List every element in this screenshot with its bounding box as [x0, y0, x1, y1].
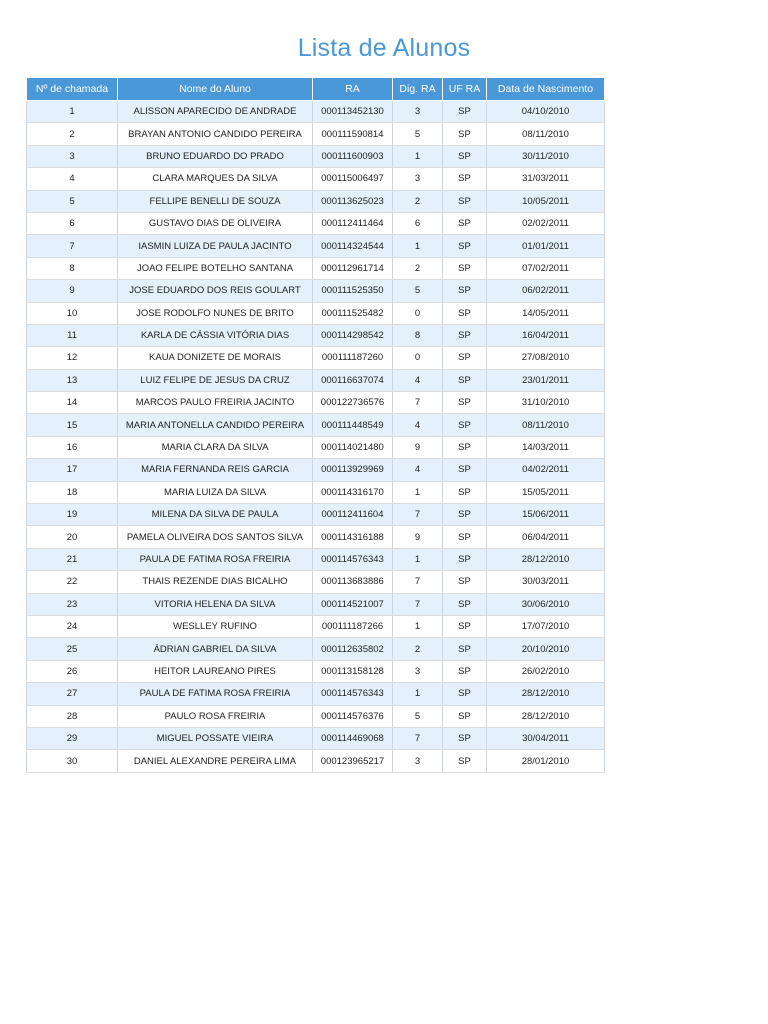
cell-student-name: KAUA DONIZETE DE MORAIS	[118, 347, 313, 369]
cell-birth-date: 28/12/2010	[487, 683, 605, 705]
table-row	[27, 168, 605, 190]
cell-birth-date: 04/02/2011	[487, 459, 605, 481]
cell-call-number: 18	[27, 481, 118, 503]
cell-ra-state: SP	[443, 683, 487, 705]
cell-call-number: 2	[27, 123, 118, 145]
header-row	[27, 78, 605, 101]
cell-student-name: BRUNO EDUARDO DO PRADO	[118, 145, 313, 167]
cell-ra-state: SP	[443, 660, 487, 682]
cell-ra-state: SP	[443, 615, 487, 637]
cell-ra-state: SP	[443, 436, 487, 458]
cell-birth-date: 10/05/2011	[487, 190, 605, 212]
cell-call-number: 19	[27, 504, 118, 526]
cell-ra: 000112635802	[313, 638, 393, 660]
cell-ra-state: SP	[443, 705, 487, 727]
cell-ra: 000111187260	[313, 347, 393, 369]
cell-call-number: 6	[27, 212, 118, 234]
cell-call-number: 3	[27, 145, 118, 167]
cell-student-name: GUSTAVO DIAS DE OLIVEIRA	[118, 212, 313, 234]
cell-ra: 000112961714	[313, 257, 393, 279]
cell-ra-digit: 1	[393, 548, 443, 570]
cell-ra-digit: 6	[393, 212, 443, 234]
students-table	[26, 78, 605, 773]
column-header-birth-date: Data de Nascimento	[487, 78, 605, 101]
cell-student-name: PAULO ROSA FREIRIA	[118, 705, 313, 727]
cell-call-number: 23	[27, 593, 118, 615]
cell-ra: 000112411464	[313, 212, 393, 234]
cell-ra-digit: 5	[393, 280, 443, 302]
cell-ra: 000115006497	[313, 168, 393, 190]
cell-student-name: FELLIPE BENELLI DE SOUZA	[118, 190, 313, 212]
cell-ra-state: SP	[443, 504, 487, 526]
cell-ra: 000112411604	[313, 504, 393, 526]
table-body	[27, 101, 605, 773]
table-row	[27, 750, 605, 772]
cell-ra: 000116637074	[313, 369, 393, 391]
cell-birth-date: 06/02/2011	[487, 280, 605, 302]
cell-ra-state: SP	[443, 638, 487, 660]
cell-student-name: PAULA DE FATIMA ROSA FREIRIA	[118, 548, 313, 570]
cell-ra-state: SP	[443, 481, 487, 503]
table-row	[27, 705, 605, 727]
cell-ra-digit: 9	[393, 526, 443, 548]
cell-ra: 000114021480	[313, 436, 393, 458]
cell-call-number: 7	[27, 235, 118, 257]
cell-ra-digit: 4	[393, 414, 443, 436]
cell-birth-date: 28/01/2010	[487, 750, 605, 772]
cell-birth-date: 28/12/2010	[487, 548, 605, 570]
cell-student-name: PAULA DE FATIMA ROSA FREIRIA	[118, 683, 313, 705]
cell-ra-digit: 7	[393, 504, 443, 526]
page-title: Lista de Alunos	[297, 34, 471, 62]
cell-student-name: CLARA MARQUES DA SILVA	[118, 168, 313, 190]
cell-ra-state: SP	[443, 548, 487, 570]
cell-call-number: 30	[27, 750, 118, 772]
cell-student-name: MARIA CLARA DA SILVA	[118, 436, 313, 458]
table-row	[27, 548, 605, 570]
cell-ra-digit: 2	[393, 638, 443, 660]
cell-student-name: DANIEL ALEXANDRE PEREIRA LIMA	[118, 750, 313, 772]
cell-call-number: 10	[27, 302, 118, 324]
cell-ra-digit: 8	[393, 324, 443, 346]
cell-ra: 000111187266	[313, 615, 393, 637]
table-row	[27, 212, 605, 234]
cell-birth-date: 07/02/2011	[487, 257, 605, 279]
cell-birth-date: 28/12/2010	[487, 705, 605, 727]
cell-birth-date: 14/03/2011	[487, 436, 605, 458]
cell-ra: 000122736576	[313, 392, 393, 414]
cell-birth-date: 20/10/2010	[487, 638, 605, 660]
table-row	[27, 459, 605, 481]
cell-ra-digit: 3	[393, 750, 443, 772]
cell-ra-digit: 3	[393, 660, 443, 682]
cell-student-name: JOAO FELIPE BOTELHO SANTANA	[118, 257, 313, 279]
cell-ra-state: SP	[443, 145, 487, 167]
cell-ra-state: SP	[443, 459, 487, 481]
cell-student-name: ÁDRIAN GABRIEL DA SILVA	[118, 638, 313, 660]
table-row	[27, 257, 605, 279]
cell-call-number: 9	[27, 280, 118, 302]
table-row	[27, 324, 605, 346]
cell-ra-state: SP	[443, 302, 487, 324]
table-row	[27, 436, 605, 458]
column-header-ra: RA	[313, 78, 393, 101]
table-row	[27, 727, 605, 749]
column-header-ra-digit: Dig. RA	[393, 78, 443, 101]
table-row	[27, 347, 605, 369]
table-row	[27, 660, 605, 682]
cell-call-number: 15	[27, 414, 118, 436]
cell-student-name: BRAYAN ANTONIO CANDIDO PEREIRA	[118, 123, 313, 145]
cell-call-number: 21	[27, 548, 118, 570]
cell-ra-digit: 1	[393, 235, 443, 257]
cell-birth-date: 04/10/2010	[487, 101, 605, 123]
cell-call-number: 12	[27, 347, 118, 369]
cell-ra-digit: 7	[393, 727, 443, 749]
cell-ra: 000113625023	[313, 190, 393, 212]
cell-ra-state: SP	[443, 750, 487, 772]
table-row	[27, 571, 605, 593]
cell-student-name: MARIA ANTONELLA CANDIDO PEREIRA	[118, 414, 313, 436]
cell-ra: 000114324544	[313, 235, 393, 257]
cell-call-number: 24	[27, 615, 118, 637]
cell-birth-date: 31/03/2011	[487, 168, 605, 190]
cell-ra: 000113158128	[313, 660, 393, 682]
cell-ra-digit: 7	[393, 392, 443, 414]
cell-student-name: MARIA FERNANDA REIS GARCIA	[118, 459, 313, 481]
table-row	[27, 123, 605, 145]
cell-ra-digit: 2	[393, 190, 443, 212]
cell-ra-state: SP	[443, 123, 487, 145]
cell-student-name: THAIS REZENDE DIAS BICALHO	[118, 571, 313, 593]
cell-ra-digit: 2	[393, 257, 443, 279]
column-header-ra-state: UF RA	[443, 78, 487, 101]
cell-ra: 000111448549	[313, 414, 393, 436]
cell-birth-date: 23/01/2011	[487, 369, 605, 391]
cell-ra-digit: 4	[393, 369, 443, 391]
cell-student-name: HEITOR LAUREANO PIRES	[118, 660, 313, 682]
cell-ra: 000111600903	[313, 145, 393, 167]
table-row	[27, 481, 605, 503]
cell-ra: 000114521007	[313, 593, 393, 615]
cell-ra: 000111525482	[313, 302, 393, 324]
cell-birth-date: 17/07/2010	[487, 615, 605, 637]
cell-ra: 000113683886	[313, 571, 393, 593]
cell-student-name: LUIZ FELIPE DE JESUS DA CRUZ	[118, 369, 313, 391]
cell-call-number: 20	[27, 526, 118, 548]
cell-student-name: IASMIN LUIZA DE PAULA JACINTO	[118, 235, 313, 257]
table-row	[27, 302, 605, 324]
cell-ra-digit: 4	[393, 459, 443, 481]
cell-call-number: 1	[27, 101, 118, 123]
cell-ra-digit: 7	[393, 571, 443, 593]
table-header	[27, 78, 605, 101]
cell-ra: 000114469068	[313, 727, 393, 749]
cell-ra-state: SP	[443, 392, 487, 414]
cell-ra-state: SP	[443, 280, 487, 302]
cell-ra-state: SP	[443, 414, 487, 436]
cell-ra: 000114316188	[313, 526, 393, 548]
cell-ra: 000114298542	[313, 324, 393, 346]
cell-ra-digit: 1	[393, 481, 443, 503]
cell-ra-digit: 3	[393, 101, 443, 123]
cell-student-name: WESLLEY RUFINO	[118, 615, 313, 637]
column-header-call-number: Nº de chamada	[27, 78, 118, 101]
cell-call-number: 8	[27, 257, 118, 279]
cell-birth-date: 30/04/2011	[487, 727, 605, 749]
cell-student-name: MARIA LUIZA DA SILVA	[118, 481, 313, 503]
cell-birth-date: 31/10/2010	[487, 392, 605, 414]
table-row	[27, 638, 605, 660]
cell-birth-date: 30/06/2010	[487, 593, 605, 615]
cell-birth-date: 15/05/2011	[487, 481, 605, 503]
cell-ra-state: SP	[443, 168, 487, 190]
table-row	[27, 392, 605, 414]
cell-call-number: 13	[27, 369, 118, 391]
table-row	[27, 235, 605, 257]
cell-birth-date: 14/05/2011	[487, 302, 605, 324]
cell-student-name: ALISSON APARECIDO DE ANDRADE	[118, 101, 313, 123]
cell-ra-state: SP	[443, 347, 487, 369]
cell-call-number: 17	[27, 459, 118, 481]
table-row	[27, 615, 605, 637]
cell-student-name: MARCOS PAULO FREIRIA JACINTO	[118, 392, 313, 414]
cell-birth-date: 06/04/2011	[487, 526, 605, 548]
cell-call-number: 11	[27, 324, 118, 346]
table-row	[27, 526, 605, 548]
cell-ra-state: SP	[443, 212, 487, 234]
cell-ra-state: SP	[443, 190, 487, 212]
cell-birth-date: 15/06/2011	[487, 504, 605, 526]
table-row	[27, 593, 605, 615]
cell-ra-state: SP	[443, 571, 487, 593]
cell-ra-state: SP	[443, 257, 487, 279]
cell-ra: 000113929969	[313, 459, 393, 481]
table-row	[27, 280, 605, 302]
cell-student-name: MIGUEL POSSATE VIEIRA	[118, 727, 313, 749]
table-row	[27, 683, 605, 705]
cell-ra-digit: 3	[393, 168, 443, 190]
cell-call-number: 16	[27, 436, 118, 458]
cell-ra-digit: 9	[393, 436, 443, 458]
cell-ra: 000123965217	[313, 750, 393, 772]
cell-call-number: 25	[27, 638, 118, 660]
cell-birth-date: 08/11/2010	[487, 414, 605, 436]
table-row	[27, 190, 605, 212]
cell-call-number: 22	[27, 571, 118, 593]
cell-ra-state: SP	[443, 369, 487, 391]
cell-ra: 000114576376	[313, 705, 393, 727]
cell-ra-digit: 5	[393, 123, 443, 145]
cell-birth-date: 30/03/2011	[487, 571, 605, 593]
cell-student-name: VITORIA HELENA DA SILVA	[118, 593, 313, 615]
cell-birth-date: 01/01/2011	[487, 235, 605, 257]
cell-call-number: 14	[27, 392, 118, 414]
cell-call-number: 5	[27, 190, 118, 212]
cell-birth-date: 08/11/2010	[487, 123, 605, 145]
cell-ra-digit: 1	[393, 615, 443, 637]
column-header-student-name: Nome do Aluno	[118, 78, 313, 101]
cell-call-number: 29	[27, 727, 118, 749]
cell-ra: 000111590814	[313, 123, 393, 145]
cell-birth-date: 27/08/2010	[487, 347, 605, 369]
cell-birth-date: 26/02/2010	[487, 660, 605, 682]
cell-ra: 000114576343	[313, 683, 393, 705]
cell-student-name: MILENA DA SILVA DE PAULA	[118, 504, 313, 526]
cell-ra-digit: 0	[393, 302, 443, 324]
cell-student-name: JOSE EDUARDO DOS REIS GOULART	[118, 280, 313, 302]
table-row	[27, 145, 605, 167]
cell-call-number: 28	[27, 705, 118, 727]
cell-ra-state: SP	[443, 593, 487, 615]
cell-ra: 000111525350	[313, 280, 393, 302]
cell-birth-date: 02/02/2011	[487, 212, 605, 234]
cell-birth-date: 16/04/2011	[487, 324, 605, 346]
cell-ra-digit: 5	[393, 705, 443, 727]
cell-ra-digit: 7	[393, 593, 443, 615]
table-row	[27, 101, 605, 123]
cell-ra-state: SP	[443, 101, 487, 123]
cell-call-number: 27	[27, 683, 118, 705]
cell-birth-date: 30/11/2010	[487, 145, 605, 167]
cell-ra: 000114316170	[313, 481, 393, 503]
cell-ra-digit: 0	[393, 347, 443, 369]
cell-student-name: PAMELA OLIVEIRA DOS SANTOS SILVA	[118, 526, 313, 548]
cell-student-name: KARLA DE CÁSSIA VITÓRIA DIAS	[118, 324, 313, 346]
table-row	[27, 414, 605, 436]
table-row	[27, 369, 605, 391]
cell-call-number: 26	[27, 660, 118, 682]
cell-ra: 000114576343	[313, 548, 393, 570]
cell-call-number: 4	[27, 168, 118, 190]
cell-student-name: JOSE RODOLFO NUNES DE BRITO	[118, 302, 313, 324]
cell-ra-state: SP	[443, 324, 487, 346]
cell-ra-digit: 1	[393, 683, 443, 705]
cell-ra-state: SP	[443, 727, 487, 749]
table-row	[27, 504, 605, 526]
cell-ra-digit: 1	[393, 145, 443, 167]
cell-ra-state: SP	[443, 526, 487, 548]
cell-ra: 000113452130	[313, 101, 393, 123]
cell-ra-state: SP	[443, 235, 487, 257]
